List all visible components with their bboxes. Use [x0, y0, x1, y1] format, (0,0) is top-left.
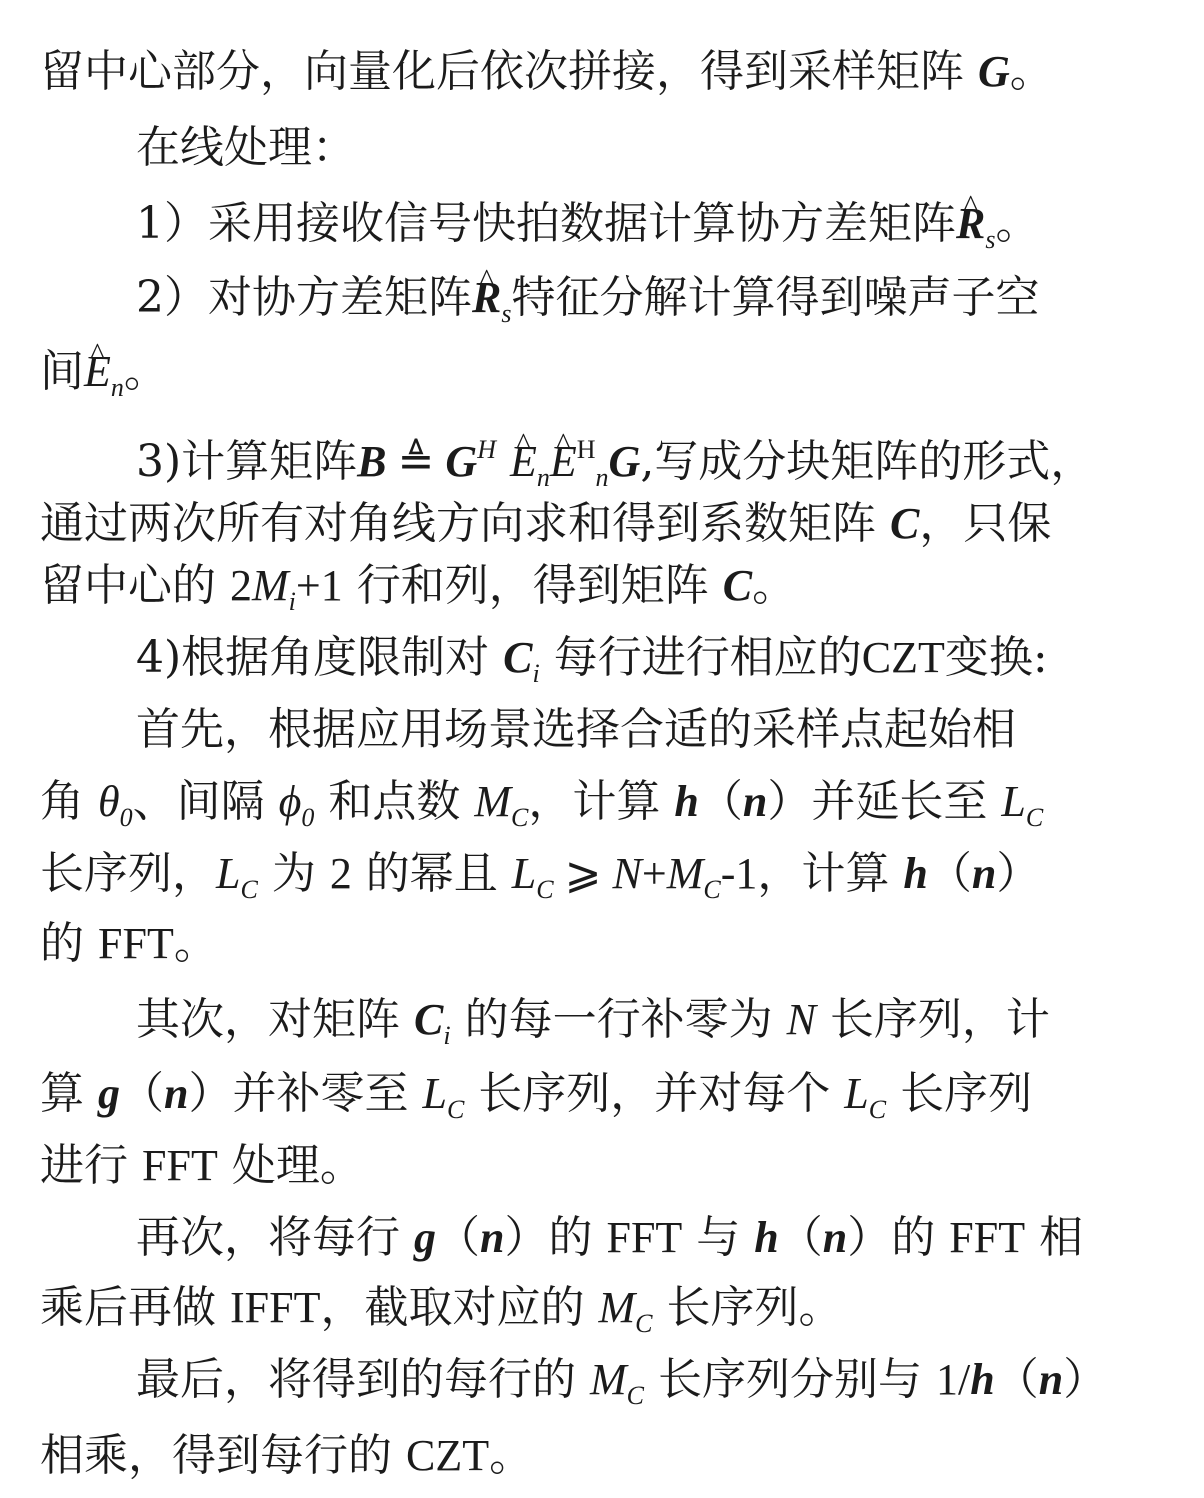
math-symbol: n: [1038, 1355, 1064, 1404]
math-symbol: G: [445, 437, 478, 486]
text-run: （: [698, 776, 743, 827]
text-run: 1）采用接收信号快拍数据计算协方差矩阵: [136, 198, 956, 249]
text-line: [40, 1272, 842, 1344]
math-symbol: n: [742, 777, 768, 826]
text-run: ）的: [847, 1212, 950, 1263]
text-run: 间: [40, 346, 84, 397]
text-run: （: [436, 1212, 480, 1263]
text-run: 为: [257, 848, 330, 899]
text-line: [40, 1130, 364, 1202]
math-symbol: C: [503, 633, 533, 682]
math-subscript: s: [985, 225, 996, 254]
text-run: 的: [40, 918, 98, 969]
math-subscript: C: [240, 875, 258, 904]
text-run: ）并补零至: [188, 1068, 423, 1119]
math-symbol-hat: ^ E: [550, 426, 577, 498]
math-symbol-hat: ^ R: [472, 262, 501, 334]
math-superscript: H: [576, 435, 596, 464]
text-run: 。: [173, 918, 218, 969]
text-line: [40, 766, 1043, 838]
text-run: 的每一行补零为: [450, 994, 787, 1045]
math-subscript: n: [110, 373, 124, 402]
math-symbol: N: [786, 995, 816, 1044]
math-symbol: h: [754, 1213, 779, 1262]
math-subscript: C: [536, 875, 554, 904]
math-subscript: n: [595, 463, 609, 492]
latin-text: ≜: [386, 437, 446, 486]
text-run: （: [778, 1212, 823, 1263]
text-run: （: [994, 1354, 1039, 1405]
math-subscript: 0: [119, 803, 133, 832]
text-run: 算: [40, 1068, 98, 1119]
text-run: 相乘，得到每行的: [40, 1430, 406, 1481]
text-run: 3)计算矩阵: [136, 436, 358, 487]
text-run: （: [120, 1068, 164, 1119]
text-line: [136, 1344, 1107, 1416]
math-subscript: i: [288, 587, 296, 616]
math-subscript: i: [532, 659, 540, 688]
text-run: 角: [40, 776, 98, 827]
math-symbol: h: [903, 849, 928, 898]
math-symbol: M: [252, 561, 289, 610]
math-subscript: C: [511, 803, 529, 832]
math-symbol: h: [674, 777, 699, 826]
text-line: [136, 112, 356, 184]
text-run: 在线处理：: [136, 122, 356, 173]
latin-text: 2: [230, 561, 252, 610]
text-run: 相: [1025, 1212, 1084, 1263]
text-run: 。: [995, 198, 1040, 249]
math-symbol-hat: ^ E: [84, 336, 111, 408]
math-subscript: i: [443, 1021, 451, 1050]
text-run: ,写成分块矩阵的形式，: [640, 436, 1095, 487]
text-line: [136, 1202, 1083, 1274]
text-run: 。: [123, 346, 168, 397]
text-run: ）: [1063, 1354, 1108, 1405]
math-symbol: g: [414, 1213, 436, 1262]
math-subscript: 0: [301, 803, 315, 832]
text-run: 留中心的: [40, 560, 230, 611]
math-symbol: L: [216, 849, 241, 898]
math-subscript: C: [703, 875, 721, 904]
text-run: 特征分解计算得到噪声子空: [511, 272, 1040, 323]
math-symbol: M: [590, 1355, 627, 1404]
latin-text: FFT: [98, 919, 174, 968]
text-run: 、间隔: [132, 776, 279, 827]
text-run: 通过两次所有对角线方向求和得到系数矩阵: [40, 498, 890, 549]
text-run: [496, 436, 510, 487]
math-subscript: s: [501, 299, 512, 328]
text-run: 长序列分别与: [644, 1354, 936, 1405]
math-symbol: G: [608, 437, 641, 486]
text-run: ）: [996, 848, 1041, 899]
text-run: 处理。: [217, 1140, 364, 1191]
text-line: [40, 908, 218, 980]
math-symbol: θ: [98, 777, 120, 826]
math-symbol: C: [414, 995, 444, 1044]
text-run: 长序列，并对每个: [464, 1068, 845, 1119]
math-subscript: C: [635, 1309, 653, 1338]
math-symbol: C: [890, 499, 920, 548]
latin-text: FFT: [142, 1141, 218, 1190]
text-run: 变换:: [944, 632, 1048, 683]
math-symbol: g: [98, 1069, 120, 1118]
math-symbol: C: [722, 561, 753, 610]
text-run: ）的: [504, 1212, 607, 1263]
text-run: 长序列: [886, 1068, 1033, 1119]
math-superscript: H: [477, 435, 496, 464]
text-run: 与: [682, 1212, 755, 1263]
text-run: 乘后再做: [40, 1282, 230, 1333]
text-run: 。: [489, 1430, 534, 1481]
math-subscript: C: [446, 1095, 465, 1124]
math-symbol: n: [164, 1069, 189, 1118]
text-run: 长序列，: [40, 848, 216, 899]
latin-text: IFFT: [230, 1283, 321, 1332]
latin-text: +: [641, 849, 667, 898]
text-run: ，计算: [757, 848, 904, 899]
math-subscript: C: [626, 1381, 644, 1410]
math-symbol: ϕ: [278, 777, 302, 826]
text-line: [40, 1420, 533, 1492]
math-symbol: G: [977, 47, 1010, 96]
math-symbol: n: [822, 1213, 848, 1262]
latin-text: 2: [329, 849, 352, 898]
text-run: 最后，将得到的每行的: [136, 1354, 590, 1405]
latin-text: +1: [295, 561, 343, 610]
math-subscript: C: [1025, 803, 1044, 832]
math-symbol: M: [474, 777, 512, 826]
latin-text: FFT: [949, 1213, 1026, 1262]
text-run: 和点数: [314, 776, 475, 827]
math-symbol-hat: ^ R: [956, 188, 985, 260]
math-symbol: h: [970, 1355, 995, 1404]
math-subscript: C: [868, 1095, 887, 1124]
math-symbol: L: [1001, 777, 1026, 826]
text-run: 进行: [40, 1140, 142, 1191]
text-line: [40, 838, 1040, 910]
text-line: [40, 550, 796, 622]
text-run: 再次，将每行: [136, 1212, 414, 1263]
text-run: 每行进行相应的: [539, 632, 862, 683]
math-symbol: L: [511, 849, 537, 898]
math-symbol: L: [844, 1069, 869, 1118]
text-run: ，截取对应的: [320, 1282, 599, 1333]
math-symbol: N: [612, 849, 642, 898]
latin-text: 1/: [935, 1355, 971, 1404]
latin-text: ⩾: [553, 849, 613, 898]
text-run: 行和列，得到矩阵: [342, 560, 723, 611]
text-run: 长序列，计: [815, 994, 1050, 1045]
math-symbol: L: [422, 1069, 447, 1118]
text-run: 的幂且: [351, 848, 512, 899]
text-run: 留中心部分，向量化后依次拼接，得到采样矩阵: [40, 46, 978, 97]
math-symbol: M: [598, 1283, 636, 1332]
latin-text: FFT: [606, 1213, 683, 1262]
text-run: 其次，对矩阵: [136, 994, 414, 1045]
text-line: [136, 262, 1039, 334]
text-line: [136, 188, 1039, 260]
latin-text: CZT: [861, 633, 945, 682]
text-line: [40, 36, 1054, 108]
math-symbol: B: [357, 437, 387, 486]
math-subscript: n: [536, 463, 550, 492]
latin-text: -1: [720, 849, 758, 898]
math-symbol: M: [666, 849, 704, 898]
text-line: [40, 336, 168, 408]
text-run: 。: [752, 560, 797, 611]
text-run: 2）对协方差矩阵: [136, 272, 472, 323]
text-line: [40, 1058, 1032, 1130]
text-run: ）并延长至: [767, 776, 1002, 827]
math-symbol: n: [971, 849, 997, 898]
text-run: 长序列。: [652, 1282, 843, 1333]
text-run: ，计算: [528, 776, 675, 827]
latin-text: CZT: [406, 1431, 490, 1480]
text-line: [136, 622, 1048, 694]
text-line: [136, 694, 1016, 766]
text-run: ，只保: [919, 498, 1052, 549]
text-run: （: [927, 848, 972, 899]
text-run: 。: [1009, 46, 1054, 97]
text-line: [136, 984, 1050, 1056]
math-symbol: n: [480, 1213, 505, 1262]
text-line: [136, 414, 1095, 492]
text-run: 首先，根据应用场景选择合适的采样点起始相: [136, 704, 1016, 755]
math-symbol-hat: ^ E: [510, 426, 537, 498]
text-run: 4)根据角度限制对: [136, 632, 504, 683]
